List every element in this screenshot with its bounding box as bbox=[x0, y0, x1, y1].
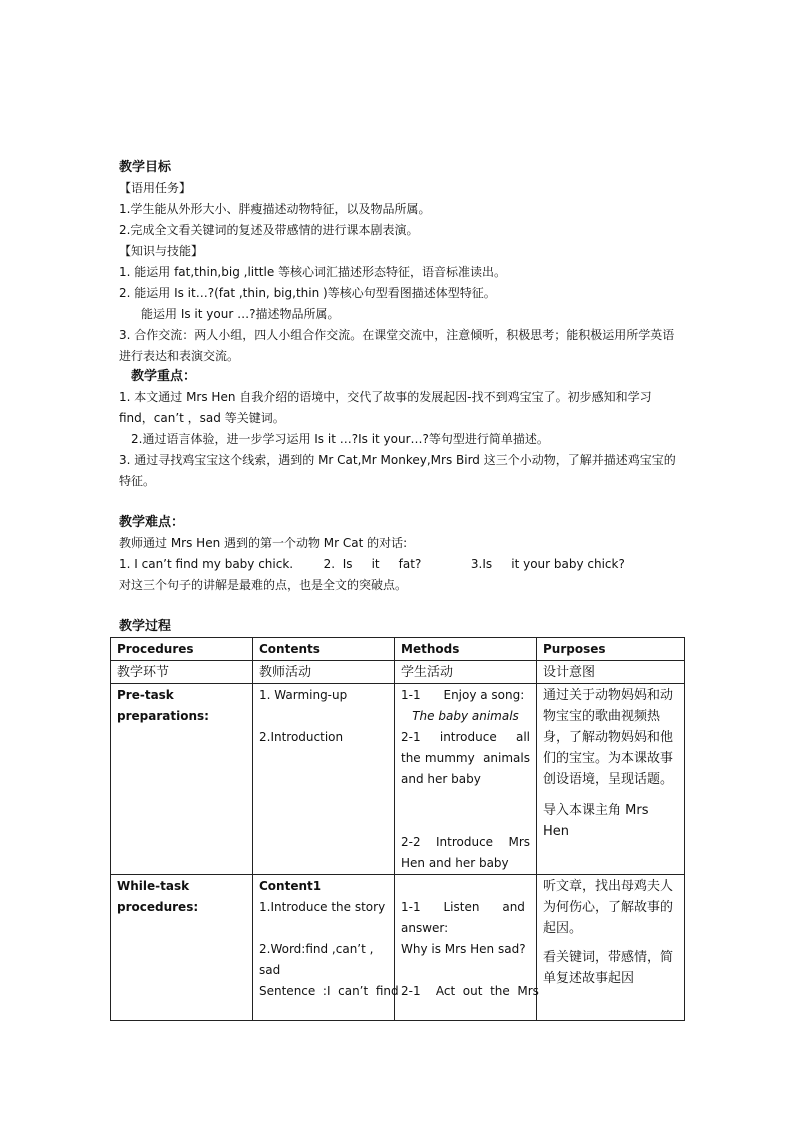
content-sentence: Sentence :I can’t find bbox=[259, 984, 399, 998]
language-task-title: 【语用任务】 bbox=[119, 181, 192, 195]
purpose-song: 通过关于动物妈妈和动物宝宝的歌曲视频热身，了解动物妈妈和他们的宝宝。为本课故事创设语境，呈现话题。 bbox=[543, 688, 674, 787]
method-act-out: 2-1 Act out the Mrs bbox=[401, 984, 539, 998]
difficulties-sentences: 1. I can’t find my baby chick. 2. Is it fat? 3.Is it your baby chick? bbox=[119, 557, 625, 571]
procedure-while-task: While-task procedures: bbox=[111, 875, 253, 1021]
header-procedures: Procedures bbox=[111, 638, 253, 661]
header-cn-purposes: 设计意图 bbox=[537, 661, 685, 684]
lesson-plan-text bbox=[119, 158, 684, 637]
table-header-row bbox=[111, 638, 685, 661]
language-task-item: 2.完成全文看关键词的复述及带感情的进行课本剧表演。 bbox=[119, 223, 419, 237]
table-header-cn-row bbox=[111, 661, 685, 684]
header-contents: Contents bbox=[253, 638, 395, 661]
purpose-listen: 听文章，找出母鸡夫人为何伤心，了解故事的起因。 bbox=[543, 879, 674, 936]
difficulties-intro: 教师通过 Mrs Hen 遇到的第一个动物 Mr Cat 的对话: bbox=[119, 536, 408, 550]
skills-item: 能运用 Is it your …?描述物品所属。 bbox=[141, 307, 340, 321]
method-listen-answer: 1-1 Listen and answer: bbox=[401, 900, 529, 935]
content-title: Content1 bbox=[259, 879, 322, 893]
header-purposes: Purposes bbox=[537, 638, 685, 661]
method-question: Why is Mrs Hen sad? bbox=[401, 942, 526, 956]
header-methods: Methods bbox=[395, 638, 537, 661]
content-words: 2.Word:find ,can’t , sad bbox=[259, 942, 374, 977]
process-title: 教学过程 bbox=[119, 619, 172, 634]
content-warming-up: 1. Warming-up bbox=[259, 688, 348, 702]
key-points-title: 教学重点： bbox=[131, 369, 197, 384]
methods-pre-task bbox=[395, 684, 537, 875]
language-task-item: 1.学生能从外形大小、胖瘦描述动物特征，以及物品所属。 bbox=[119, 202, 431, 216]
header-cn-methods: 学生活动 bbox=[395, 661, 537, 684]
header-cn-procedures: 教学环节 bbox=[111, 661, 253, 684]
difficulties-note: 对这三个句子的讲解是最难的点，也是全文的突破点。 bbox=[119, 578, 408, 592]
key-point-item: 2.通过语言体验，进一步学习运用 Is it …?Is it your…?等句型进行简单描述。 bbox=[131, 432, 549, 446]
purpose-retell: 看关键词，带感情，简单复述故事起因 bbox=[543, 950, 674, 986]
skills-item: 1. 能运用 fat,thin,big ,little 等核心词汇描述形态特征，语音标准读出。 bbox=[119, 265, 507, 279]
purpose-introduce-hen: 导入本课主角 Mrs Hen bbox=[543, 803, 649, 839]
procedure-pre-task: Pre-task preparations: bbox=[111, 684, 253, 875]
content-introduction: 2.Introduction bbox=[259, 730, 344, 744]
header-cn-contents: 教师活动 bbox=[253, 661, 395, 684]
method-song-title: The baby animals bbox=[412, 709, 519, 723]
content-introduce-story: 1.Introduce the story bbox=[259, 900, 386, 914]
difficulties-title: 教学难点： bbox=[119, 515, 185, 530]
contents-pre-task bbox=[253, 684, 395, 875]
method-song: 1-1 Enjoy a song: bbox=[401, 688, 525, 702]
table-row-pre-task bbox=[111, 684, 685, 875]
process-table bbox=[110, 637, 685, 1021]
purposes-pre-task bbox=[537, 684, 685, 875]
objectives-title: 教学目标 bbox=[119, 160, 172, 175]
skills-item: 2. 能运用 Is it…?(fat ,thin, big,thin )等核心句型看图描述体型特征。 bbox=[119, 286, 496, 300]
table-row-while-task bbox=[111, 875, 685, 1021]
skills-title: 【知识与技能】 bbox=[119, 244, 204, 258]
purposes-while-task bbox=[537, 875, 685, 1021]
method-introduce-animals: 2-1 introduce all the mummy animals and her baby bbox=[401, 730, 538, 786]
key-point-item: 1. 本文通过 Mrs Hen 自我介绍的语境中，交代了故事的发展起因-找不到鸡宝宝了。初步感知和学习 find，can’t ，sad 等关键词。 bbox=[119, 390, 652, 425]
methods-while-task bbox=[395, 875, 537, 1021]
contents-while-task bbox=[253, 875, 399, 1021]
key-point-item: 3. 通过寻找鸡宝宝这个线索，遇到的 Mr Cat,Mr Monkey,Mrs Bird 这三个小动物，了解并描述鸡宝宝的特征。 bbox=[119, 453, 676, 488]
method-introduce-hen: 2-2 Introduce Mrs Hen and her baby bbox=[401, 835, 534, 870]
skills-item: 3. 合作交流：两人小组，四人小组合作交流。在课堂交流中，注意倾听，积极思考；能积极运用所学英语进行表达和表演交流。 bbox=[119, 328, 675, 363]
